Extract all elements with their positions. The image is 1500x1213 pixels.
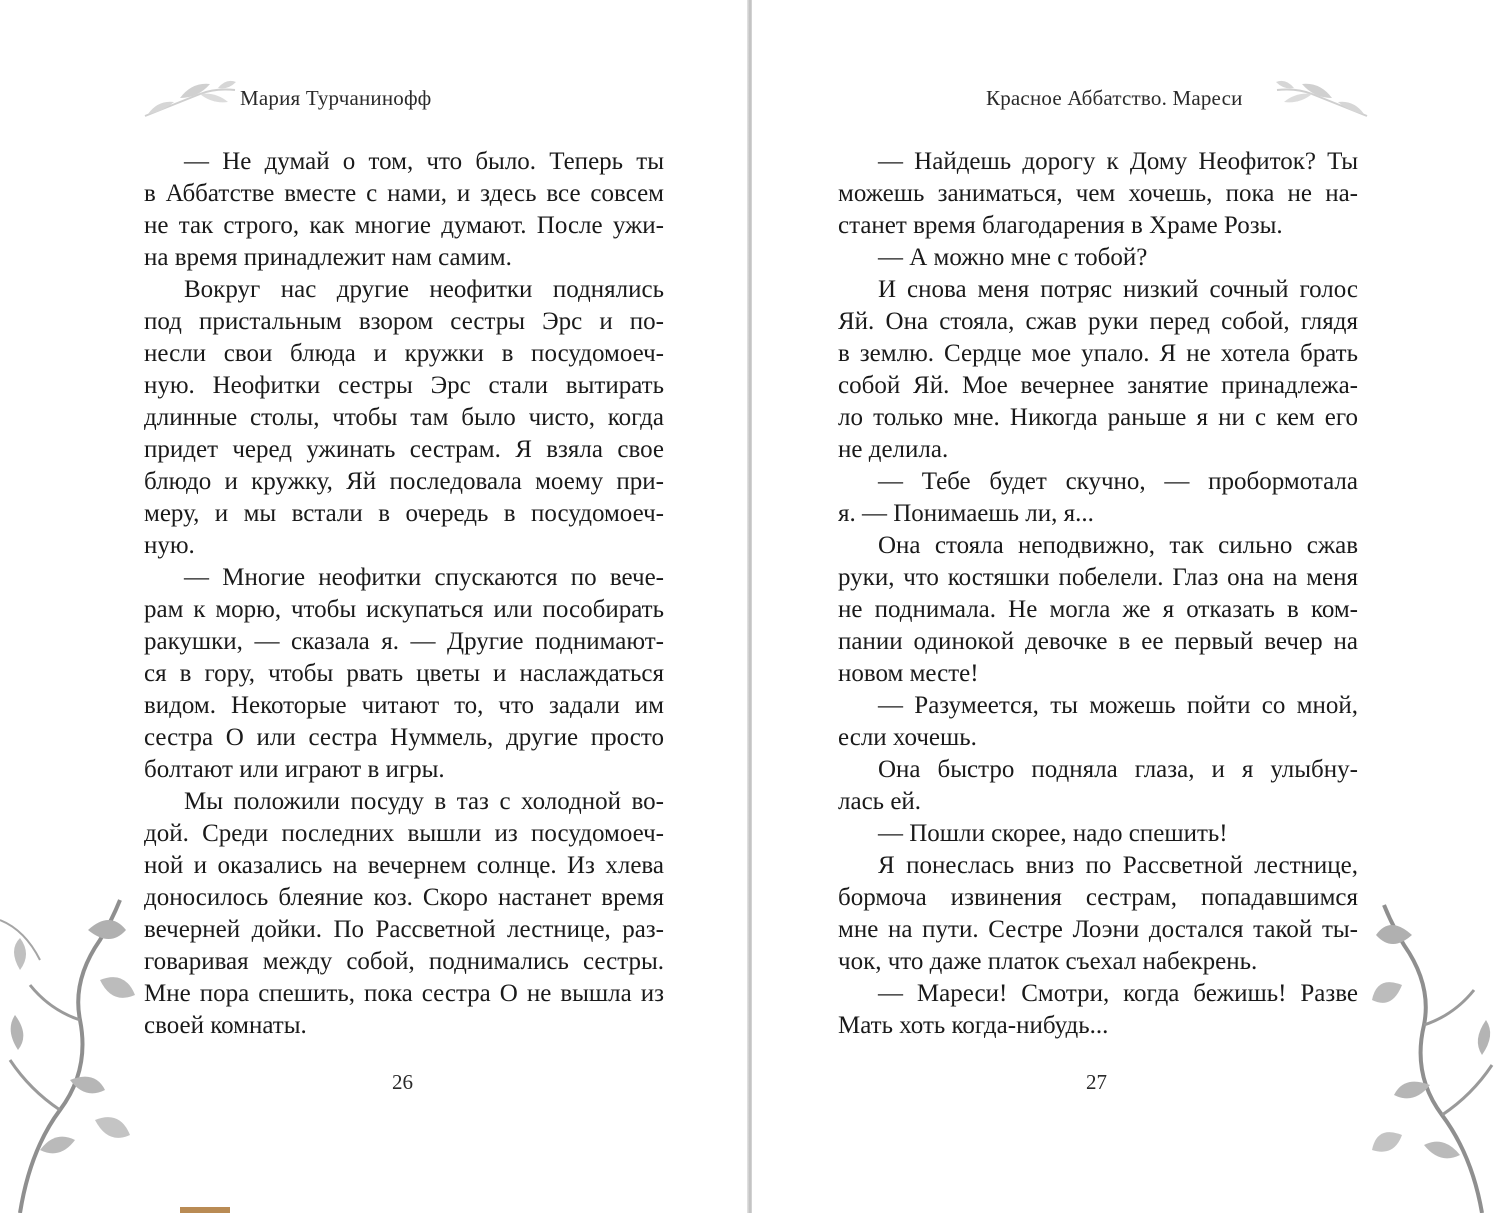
right-page	[752, 0, 1500, 1213]
text-line: придет черед ужинать сестрам. Я взяла свое	[144, 436, 664, 463]
text-line: доносилось блеяние коз. Скоро настанет время	[144, 884, 664, 911]
left-page	[0, 0, 748, 1213]
text-line: — Разумеется, ты можешь пойти со мной,	[878, 692, 1358, 719]
text-line: ся в гору, чтобы рвать цветы и наслаждаться	[144, 660, 664, 687]
text-line: ракушки, — сказала я. — Другие поднимают-	[144, 628, 664, 655]
text-line: — Многие неофитки спускаются по вече-	[184, 564, 664, 591]
text-line: в землю. Сердце мое упало. Я не хотела брать	[838, 340, 1358, 367]
text-line: несли свои блюда и кружки в посудомоеч-	[144, 340, 664, 367]
text-line: И снова меня потряс низкий сочный голос	[878, 276, 1358, 303]
vine-ornament-icon	[1372, 895, 1500, 1213]
text-line: рам к морю, чтобы искупаться или пособирать	[144, 596, 664, 623]
left-text-block	[144, 146, 664, 1042]
text-line: говаривая между собой, поднимались сестры.	[144, 948, 664, 975]
page-tab-mark	[180, 1207, 230, 1213]
text-line: блюдо и кружку, Яй последовала моему при-	[144, 468, 664, 495]
text-line: — Тебе будет скучно, — пробормотала	[878, 468, 1358, 495]
text-line: не так строго, как многие думают. После ужи-	[144, 212, 664, 239]
text-line: видом. Некоторые читают то, что задали им	[144, 692, 664, 719]
text-line: Мы положили посуду в таз с холодной во-	[184, 788, 664, 815]
text-line: Она быстро подняла глаза, и я улыбну-	[878, 756, 1358, 783]
text-line: Вокруг нас другие неофитки поднялись	[184, 276, 664, 303]
text-line: лась ей.	[838, 788, 922, 815]
text-line: — Мареси! Смотри, когда бежишь! Разве	[878, 980, 1358, 1007]
text-line: новом месте!	[838, 660, 979, 687]
text-line: руки, что костяшки побелели. Глаз она на меня	[838, 564, 1358, 591]
text-line: под пристальным взором сестры Эрс и по-	[144, 308, 664, 335]
text-line: я. — Понимаешь ли, я...	[838, 500, 1094, 527]
text-line: — А можно мне с тобой?	[878, 244, 1148, 271]
text-line: сестра О или сестра Нуммель, другие просто	[144, 724, 664, 751]
page-number-right: 27	[1086, 1070, 1107, 1094]
text-line: бормоча извинения сестрам, попадавшимся	[838, 884, 1358, 911]
text-line: мне на пути. Сестре Лоэни достался такой ты-	[838, 916, 1358, 943]
text-line: не поднимала. Не могла же я отказать в ком-	[838, 596, 1358, 623]
text-line: дой. Среди последних вышли из посудомоеч-	[144, 820, 664, 847]
text-line: меру, и мы встали в очередь в посудомоеч-	[144, 500, 664, 527]
right-text-block	[838, 146, 1358, 1042]
text-line: собой Яй. Мое вечернее занятие принадлежа-	[838, 372, 1358, 399]
vine-ornament-icon	[0, 890, 140, 1213]
text-line: на время принадлежит нам самим.	[144, 244, 512, 271]
text-line: болтают или играют в игры.	[144, 756, 445, 783]
text-line: Она стояла неподвижно, так сильно сжав	[878, 532, 1358, 559]
text-line: ную.	[144, 532, 195, 559]
text-line: в Аббатстве вместе с нами, и здесь все совсем	[144, 180, 664, 207]
text-line: пании одинокой девочке в ее первый вечер на	[838, 628, 1358, 655]
text-line: своей комнаты.	[144, 1012, 307, 1039]
leaf-ornament-icon	[140, 76, 240, 126]
text-line: вечерней дойки. По Рассветной лестнице, раз-	[144, 916, 664, 943]
text-line: Мать хоть когда-нибудь...	[838, 1012, 1109, 1039]
text-line: длинные столы, чтобы там было чисто, когда	[144, 404, 664, 431]
text-line: станет время благодарения в Храме Розы.	[838, 212, 1283, 239]
text-line: Я понеслась вниз по Рассветной лестнице,	[878, 852, 1358, 879]
leaf-ornament-icon	[1272, 76, 1372, 126]
text-line: можешь заниматься, чем хочешь, пока не на-	[838, 180, 1358, 207]
text-line: Яй. Она стояла, сжав руки перед собой, глядя	[838, 308, 1358, 335]
text-line: если хочешь.	[838, 724, 977, 751]
text-line: чок, что даже платок съехал набекрень.	[838, 948, 1258, 975]
text-line: — Пошли скорее, надо спешить!	[878, 820, 1228, 847]
running-head-author: Мария Турчанинофф	[240, 86, 432, 110]
text-line: не делила.	[838, 436, 949, 463]
page-number-left: 26	[392, 1070, 413, 1094]
running-head-title: Красное Аббатство. Мареси	[986, 86, 1243, 110]
text-line: Мне пора спешить, пока сестра О не вышла из	[144, 980, 664, 1007]
text-line: ло только мне. Никогда раньше я ни с кем его	[838, 404, 1358, 431]
text-line: ной и оказались на вечернем солнце. Из хлева	[144, 852, 664, 879]
text-line: — Не думай о том, что было. Теперь ты	[184, 148, 664, 175]
text-line: ную. Неофитки сестры Эрс стали вытирать	[144, 372, 664, 399]
text-line: — Найдешь дорогу к Дому Неофиток? Ты	[878, 148, 1358, 175]
